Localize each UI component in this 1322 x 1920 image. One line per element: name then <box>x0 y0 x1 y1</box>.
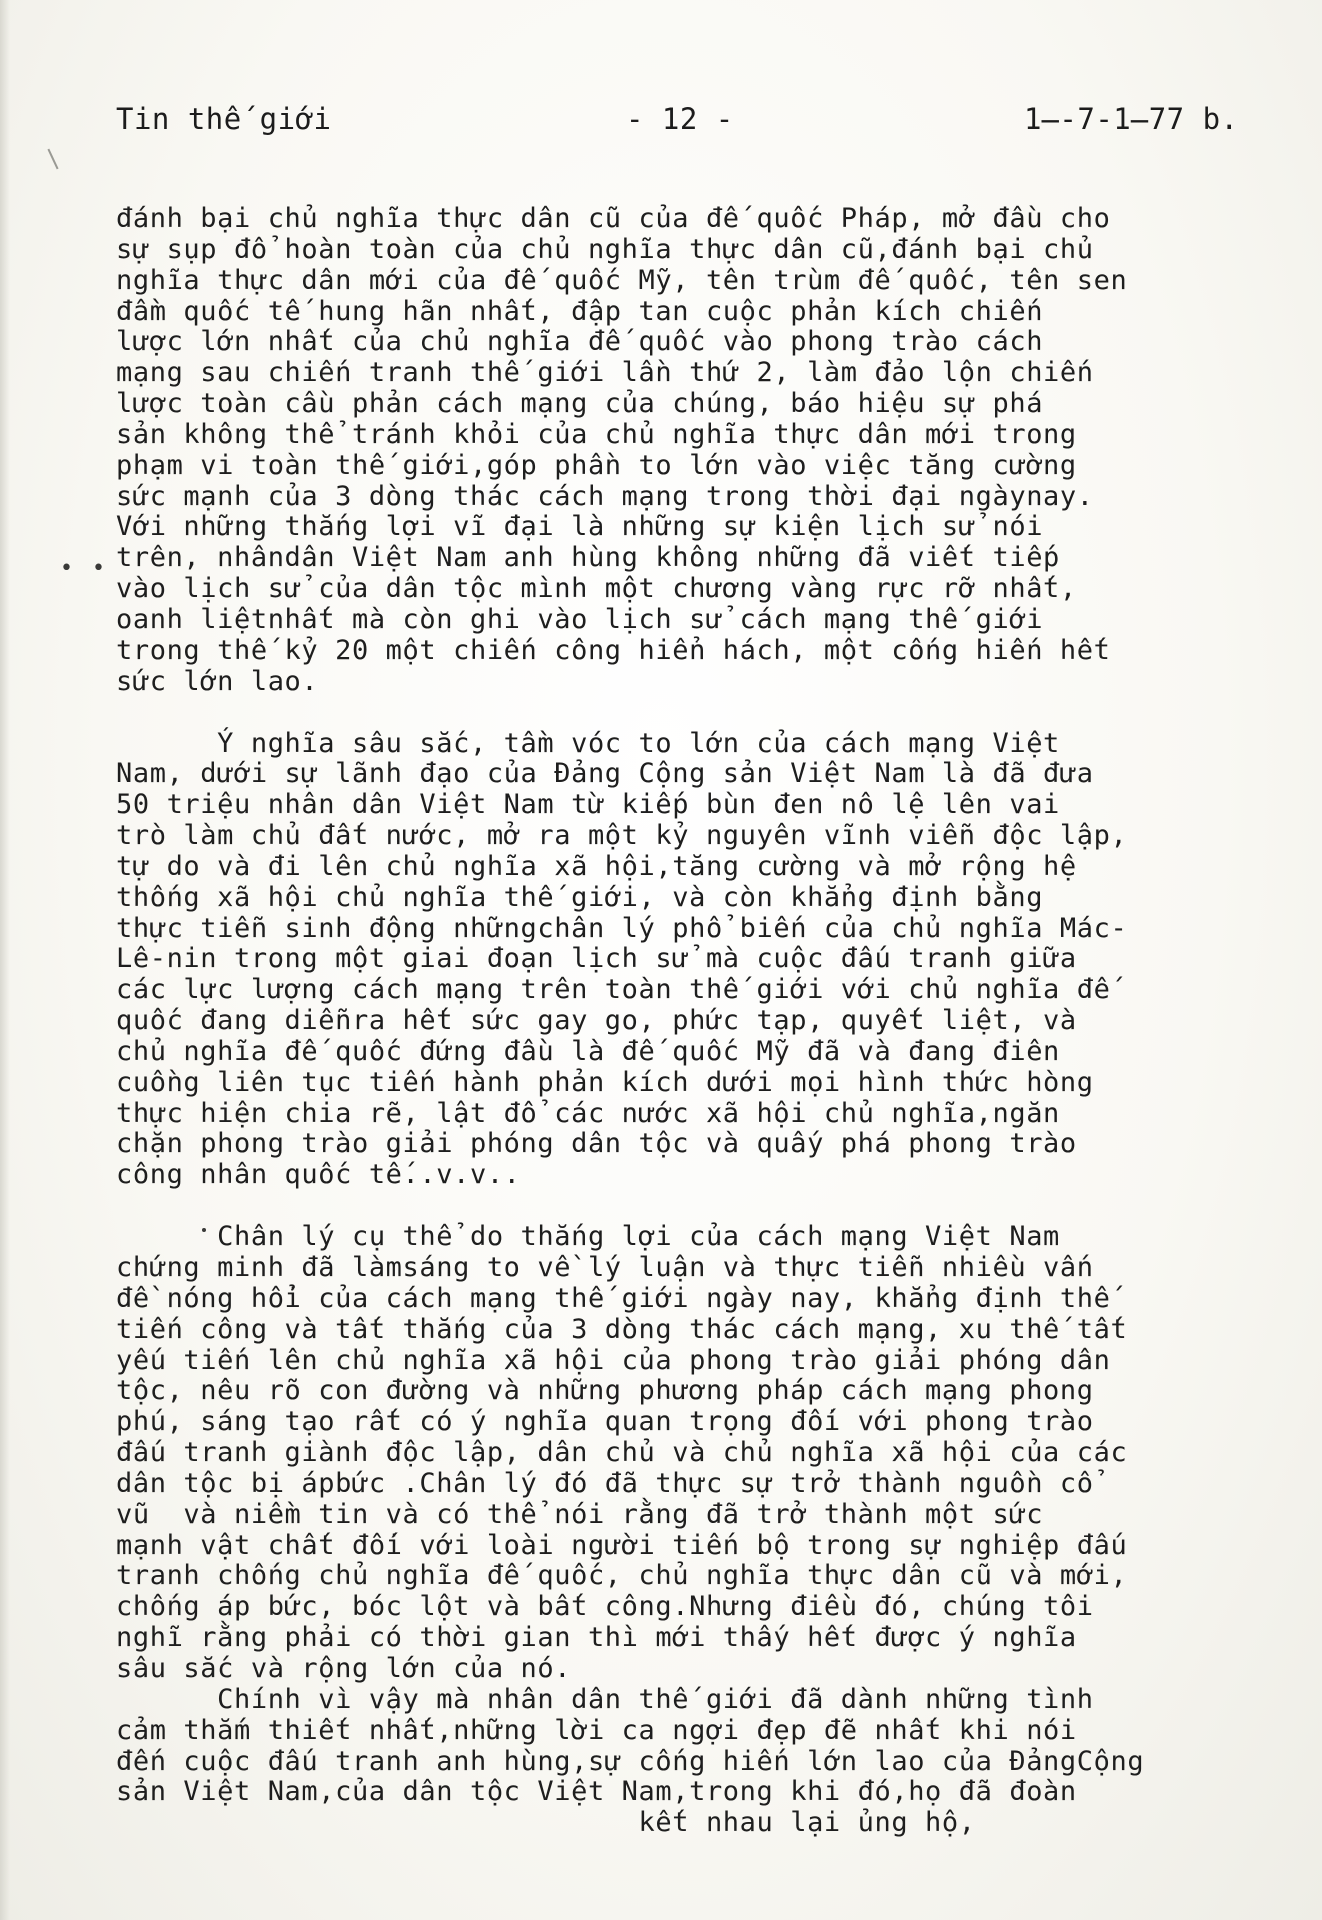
text-line: chủ nghĩa đế quốc đứng đầu là đế quốc Mỹ đã và đang điên <box>116 1035 1060 1067</box>
text-line: mạnh vật chất đối với loài người tiến bộ trong sự nghiệp đấu <box>116 1529 1128 1561</box>
text-line: sản không thể tránh khỏi của chủ nghĩa thực dân mới trong <box>116 418 1077 450</box>
margin-tick-mark <box>47 149 58 170</box>
paragraph-spacer <box>116 698 1296 729</box>
text-line: Với những thắng lợi vĩ đại là những sự kiện lịch sử nói <box>116 511 1044 543</box>
paragraph <box>116 729 1296 1192</box>
text-line: các lực lượng cách mạng trên toàn thế giới với chủ nghĩa đế <box>116 974 1111 1006</box>
text-line: trên, nhândân Việt Nam anh hùng không những đã viết tiếp <box>116 542 1060 574</box>
text-line: cuồng liên tục tiến hành phản kích dưới mọi hình thức hòng <box>116 1066 1094 1098</box>
text-line: Chân lý cụ thể do thắng lợi của cách mạng Việt Nam <box>116 1221 1060 1253</box>
text-line: đầm quốc tế hung hãn nhất, đập tan cuộc phản kích chiến <box>116 295 1044 327</box>
text-line: sức mạnh của 3 dòng thác cách mạng trong thời đại ngàynay. <box>116 480 1094 512</box>
document-body <box>116 204 1296 1839</box>
text-line: lược lớn nhất của chủ nghĩa đế quốc vào phong trào cách <box>116 326 1044 358</box>
text-line: thống xã hội chủ nghĩa thế giới, và còn khẳng định bằng <box>116 881 1044 913</box>
page-header <box>116 102 1296 142</box>
text-line: tộc, nêu rõ con đường và những phương pháp cách mạng phong <box>116 1375 1094 1407</box>
text-line: đến cuộc đấu tranh anh hùng,sự cống hiến lớn lao của ĐảngCộng <box>116 1745 1145 1777</box>
text-line: cảm thắm thiết nhất,những lời ca ngợi đẹp đẽ nhất khi nói <box>116 1714 1077 1746</box>
text-line: đánh bại chủ nghĩa thực dân cũ của đế quốc Pháp, mở đầu cho <box>116 203 1111 234</box>
text-line: đề nóng hổi của cách mạng thế giới ngày nay, khẳng định thế <box>116 1282 1111 1314</box>
text-line: mạng sau chiến tranh thế giới lần thứ 2, làm đảo lộn chiến <box>116 357 1094 389</box>
paragraph <box>116 204 1296 698</box>
text-line: chặn phong trào giải phóng dân tộc và quấy phá phong trào <box>116 1128 1077 1160</box>
text-line: thực hiện chia rẽ, lật đổ các nước xã hội chủ nghĩa,ngăn <box>116 1097 1060 1129</box>
text-line: nghĩa thực dân mới của đế quốc Mỹ, tên trùm đế quốc, tên sen <box>116 264 1128 296</box>
text-line: Nam, dưới sự lãnh đạo của Đảng Cộng sản Việt Nam là đã đưa <box>116 758 1094 790</box>
text-line: oanh liệtnhất mà còn ghi vào lịch sử cách mạng thế giới <box>116 603 1044 635</box>
paragraph-spacer <box>116 1191 1296 1222</box>
text-line: Chính vì vậy mà nhân dân thế giới đã dành những tình <box>116 1683 1094 1715</box>
text-line: sự sụp đổ hoàn toàn của chủ nghĩa thực dân cũ,đánh bại chủ <box>116 233 1094 265</box>
text-line: 50 triệu nhân dân Việt Nam từ kiếp bùn đen nô lệ lên vai <box>116 789 1060 821</box>
text-line: dân tộc bị ápbức .Chân lý đó đã thực sự trở thành nguồn cổ <box>116 1467 1094 1499</box>
text-line: tranh chống chủ nghĩa đế quốc, chủ nghĩa thực dân cũ và mới, <box>116 1560 1128 1592</box>
text-line: tiến công và tất thắng của 3 dòng thác cách mạng, xu thế tất <box>116 1313 1128 1345</box>
text-line: Lê-nin trong một giai đoạn lịch sử mà cuộc đấu tranh giữa <box>116 943 1077 975</box>
text-line: Ý nghĩa sâu sắc, tầm vóc to lớn của cách mạng Việt <box>116 727 1060 759</box>
text-line: yếu tiến lên chủ nghĩa xã hội của phong trào giải phóng dân <box>116 1344 1111 1376</box>
text-line: tự do và đi lên chủ nghĩa xã hội,tăng cường và mở rộng hệ <box>116 850 1077 882</box>
text-line: phú, sáng tạo rất có ý nghĩa quan trọng đối với phong trào <box>116 1406 1094 1438</box>
text-line: thực tiễn sinh động nhữngchân lý phổ biến của chủ nghĩa Mác- <box>116 912 1128 944</box>
text-line: nghĩ rằng phải có thời gian thì mới thấy hết được ý nghĩa <box>116 1622 1077 1654</box>
text-line: kết nhau lại ủng hộ, <box>116 1807 976 1839</box>
text-line: trò làm chủ đất nước, mở ra một kỷ nguyên vĩnh viễn độc lập, <box>116 820 1128 852</box>
text-line: vũ và niềm tin và có thể nói rằng đã trở thành một sức <box>116 1498 1044 1530</box>
text-line: sức lớn lao. <box>116 665 319 697</box>
page-edge-shadow <box>0 0 10 1920</box>
header-date: 1̶-7-1̶77 b. <box>1024 102 1239 136</box>
header-page-number: - 12 - <box>626 102 734 136</box>
text-line: vào lịch sử của dân tộc mình một chương vàng rực rỡ nhất, <box>116 573 1077 605</box>
text-line: trong thế kỷ 20 một chiến công hiển hách, một cống hiến hết <box>116 634 1111 666</box>
text-line: lược toàn cầu phản cách mạng của chúng, báo hiệu sự phá <box>116 388 1044 420</box>
text-line: chứng minh đã làmsáng to về lý luận và thực tiễn nhiều vấn <box>116 1252 1094 1283</box>
text-line: sâu sắc và rộng lớn của nó. <box>116 1652 572 1684</box>
text-line: chống áp bức, bóc lột và bất công.Nhưng điều đó, chúng tôi <box>116 1591 1094 1623</box>
paragraph <box>116 1222 1296 1839</box>
header-source: Tin thế giới <box>116 102 332 136</box>
text-line: phạm vi toàn thế giới,góp phần to lớn vào việc tăng cường <box>116 449 1077 481</box>
text-line: công nhân quốc tế..v.v.. <box>116 1159 521 1191</box>
text-line: quốc đang diễnra hết sức gay go, phức tạp, quyết liệt, và <box>116 1005 1077 1037</box>
text-line: đấu tranh giành độc lập, dân chủ và chủ nghĩa xã hội của các <box>116 1437 1128 1469</box>
margin-dots-mark: • • <box>60 556 111 581</box>
text-line: sản Việt Nam,của dân tộc Việt Nam,trong khi đó,họ đã đoàn <box>116 1776 1077 1808</box>
